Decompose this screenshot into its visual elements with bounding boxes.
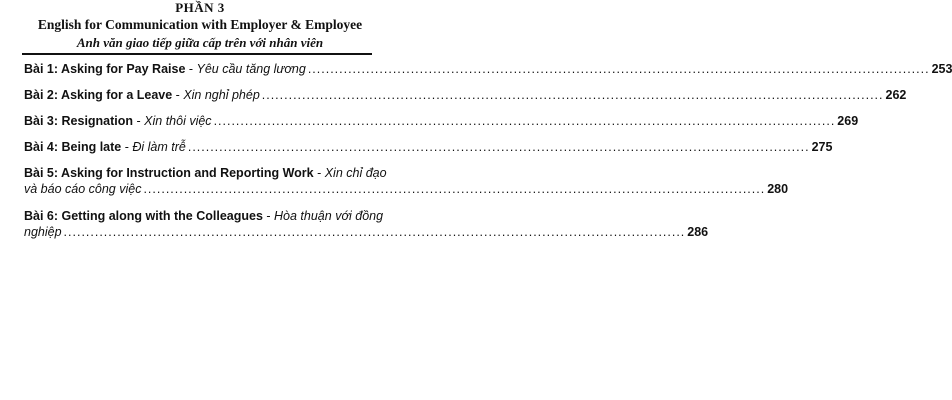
lesson-vi-title-continued: nghiệp <box>24 225 62 239</box>
page-number: 275 <box>811 140 833 154</box>
lesson-title: Bài 2: Asking for a Leave <box>24 88 173 102</box>
separator: - <box>133 114 145 128</box>
dot-leader <box>214 113 836 129</box>
lesson-vi-title-continued: và báo cáo công việc <box>24 182 142 196</box>
dot-leader <box>64 224 686 240</box>
page-number: 253 <box>931 62 952 76</box>
lesson-vi-title: Hòa thuận với đồng <box>274 209 384 223</box>
page-number: 280 <box>767 182 789 196</box>
lesson-title: Bài 6: Getting along with the Colleagues <box>24 209 263 223</box>
header-divider <box>22 53 372 55</box>
toc-entry-4 <box>24 139 833 155</box>
toc-entry-5 <box>24 165 789 197</box>
lesson-vi-title: Xin thôi việc <box>144 114 212 128</box>
toc-entry-1 <box>24 61 952 77</box>
lesson-title: Bài 1: Asking for Pay Raise <box>24 62 186 76</box>
dot-leader <box>308 61 930 77</box>
page-number: 286 <box>687 225 709 239</box>
part-title: PHẦN 3 <box>175 0 225 15</box>
separator: - <box>172 88 184 102</box>
lesson-title: Bài 5: Asking for Instruction and Reporting Work <box>24 166 314 180</box>
section-title-vietnamese: Anh văn giao tiếp giữa cấp trên với nhân viên <box>76 35 324 50</box>
separator: - <box>262 209 275 223</box>
lesson-title: Bài 4: Being late <box>24 140 122 154</box>
lesson-vi-title: Đi làm trễ <box>132 140 186 154</box>
lesson-vi-title: Xin nghỉ phép <box>183 88 260 102</box>
section-title-english: English for Communication with Employer & Employee <box>37 17 363 32</box>
lesson-vi-title: Yêu cầu tăng lương <box>196 62 306 76</box>
dot-leader <box>188 139 810 155</box>
lesson-vi-title: Xin chỉ đạo <box>324 166 387 180</box>
lesson-title: Bài 3: Resignation <box>24 114 134 128</box>
dot-leader <box>143 181 765 197</box>
toc-entry-3 <box>24 113 859 129</box>
page-number: 269 <box>837 114 859 128</box>
toc-entry-2 <box>24 87 907 103</box>
separator: - <box>185 62 197 76</box>
separator: - <box>313 166 325 180</box>
dot-leader <box>262 87 884 103</box>
page-number: 262 <box>885 88 907 102</box>
separator: - <box>121 140 133 154</box>
toc-entry-6 <box>24 208 709 240</box>
